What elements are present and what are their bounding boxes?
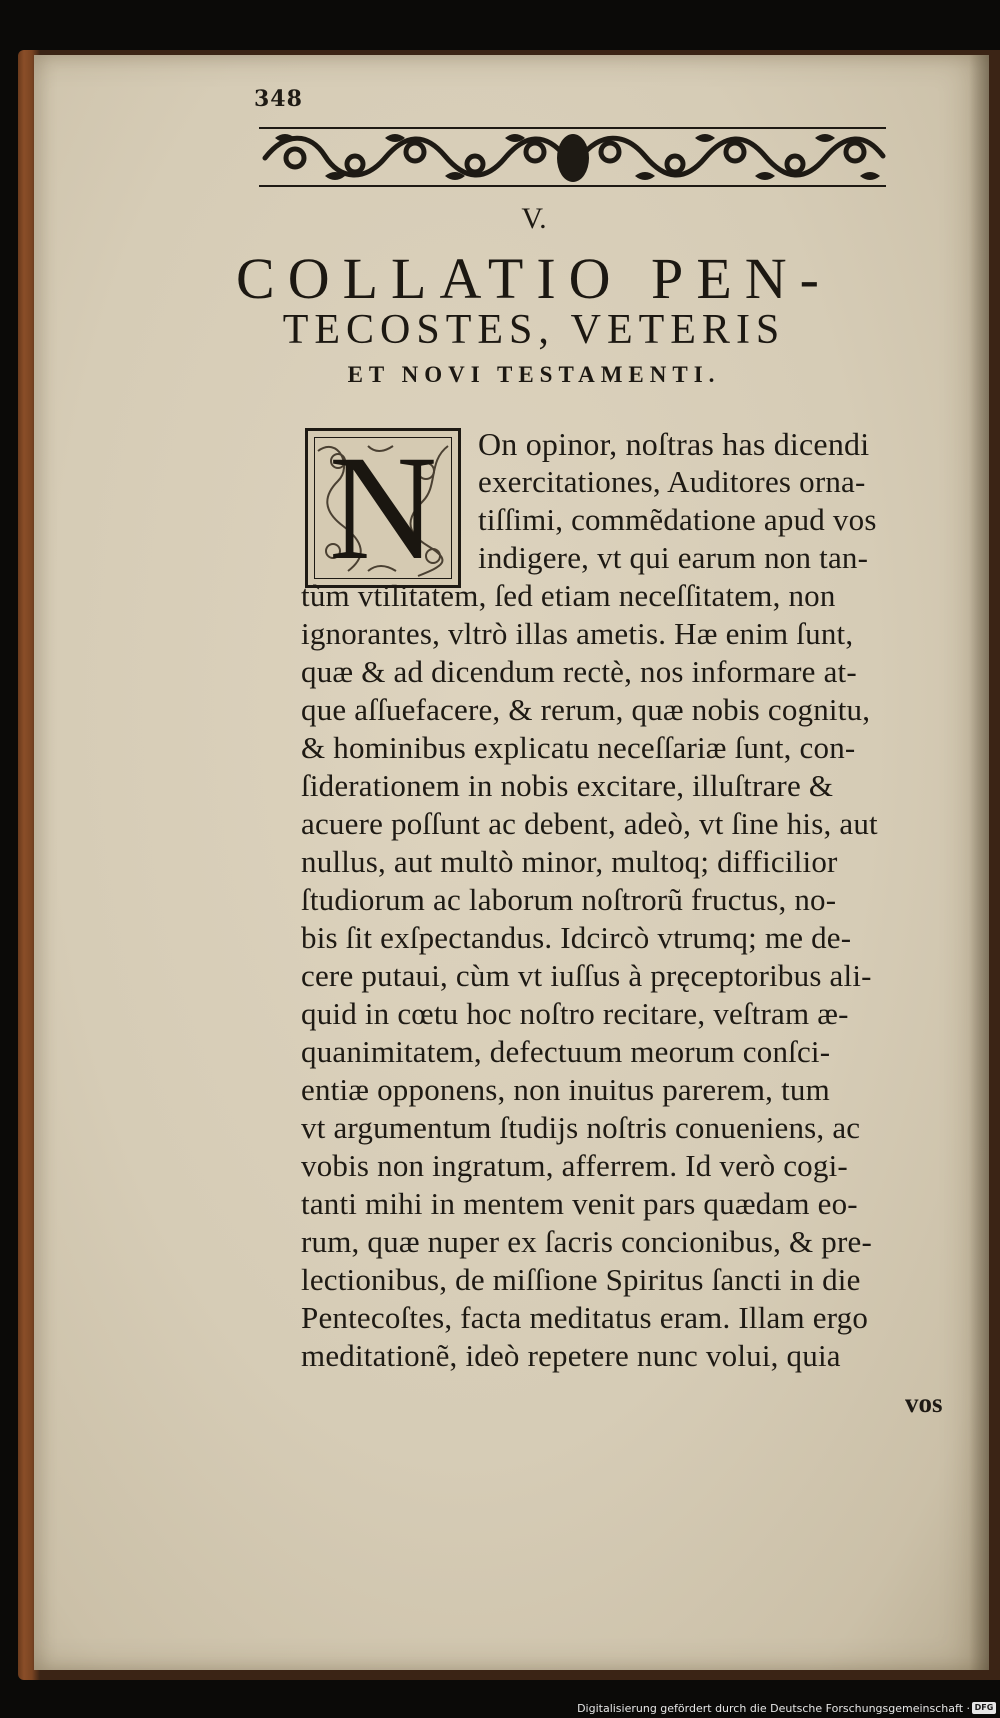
title-line-3: ET NOVI TESTAMENTI. (347, 362, 721, 387)
body-line: On opinor, noſtras has dicendi (478, 426, 870, 462)
body-line: ſtudiorum ac laborum noſtrorũ fructus, no- (301, 882, 837, 917)
decorated-initial (305, 425, 461, 591)
ornamental-headpiece (255, 118, 890, 196)
body-line: tiſſimi, commẽdatione apud vos (478, 502, 877, 537)
body-line: vt argumentum ſtudijs noſtris conueniens, ac (301, 1110, 861, 1145)
body-line: Pentecoſtes, facta meditatus eram. Illam ergo (301, 1300, 869, 1335)
body-line: & hominibus explicatu neceſſariæ ſunt, con- (301, 730, 856, 765)
body-line: meditationẽ, ideò repetere nunc volui, quia (301, 1338, 841, 1373)
body-line: acuere poſſunt ac debent, adeò, vt ſine his, aut (301, 806, 878, 841)
body-line: quæ & ad dicendum rectè, nos informare at- (301, 654, 857, 689)
body-line: bis ſit exſpectandus. Idcircò vtrumq; me de- (301, 920, 852, 955)
title-line-1: COLLATIO PEN- (236, 246, 832, 311)
catchword: vos (905, 1388, 943, 1418)
body-line: entiæ opponens, non inuitus parerem, tum (301, 1072, 830, 1107)
page-number: 348 (254, 86, 303, 112)
body-line: que aſſuefacere, & rerum, quæ nobis cognitu, (301, 692, 871, 727)
body-line: quanimitatem, defectuum meorum conſci- (301, 1034, 831, 1069)
body-line: tùm vtilitatem, ſed etiam neceſſitatem, non (301, 578, 836, 613)
section-numeral: V. (521, 202, 547, 235)
body-line: ignorantes, vltrò illas ametis. Hæ enim ſunt, (301, 616, 854, 651)
body-line: tanti mihi in mentem venit pars quædam eo- (301, 1186, 858, 1221)
body-line: nullus, aut multò minor, multoq; difficilior (301, 844, 838, 879)
body-line: indigere, vt qui earum non tan- (478, 540, 869, 575)
initial-letter: N (328, 425, 438, 591)
body-line: rum, quæ nuper ex ſacris concionibus, & pre- (301, 1224, 872, 1259)
body-line: cere putaui, cùm vt iuſſus à pręceptoribus ali- (301, 958, 872, 993)
body-line: quid in cœtu hoc noſtro recitare, veſtram æ- (301, 996, 849, 1031)
digitization-credit: Digitalisierung gefördert durch die Deutsche Forschungsgemeinschaft · (577, 1702, 970, 1715)
dfg-logo: DFG (972, 1702, 996, 1714)
body-line: exercitationes, Auditores orna- (478, 464, 866, 499)
body-line: ſiderationem in nobis excitare, illuſtrare & (301, 768, 834, 803)
title-line-2: TECOSTES, VETERIS (282, 307, 786, 353)
body-line: vobis non ingratum, afferrem. Id verò cogi- (301, 1148, 848, 1183)
body-line: lectionibus, de miſſione Spiritus ſancti in die (301, 1262, 861, 1297)
